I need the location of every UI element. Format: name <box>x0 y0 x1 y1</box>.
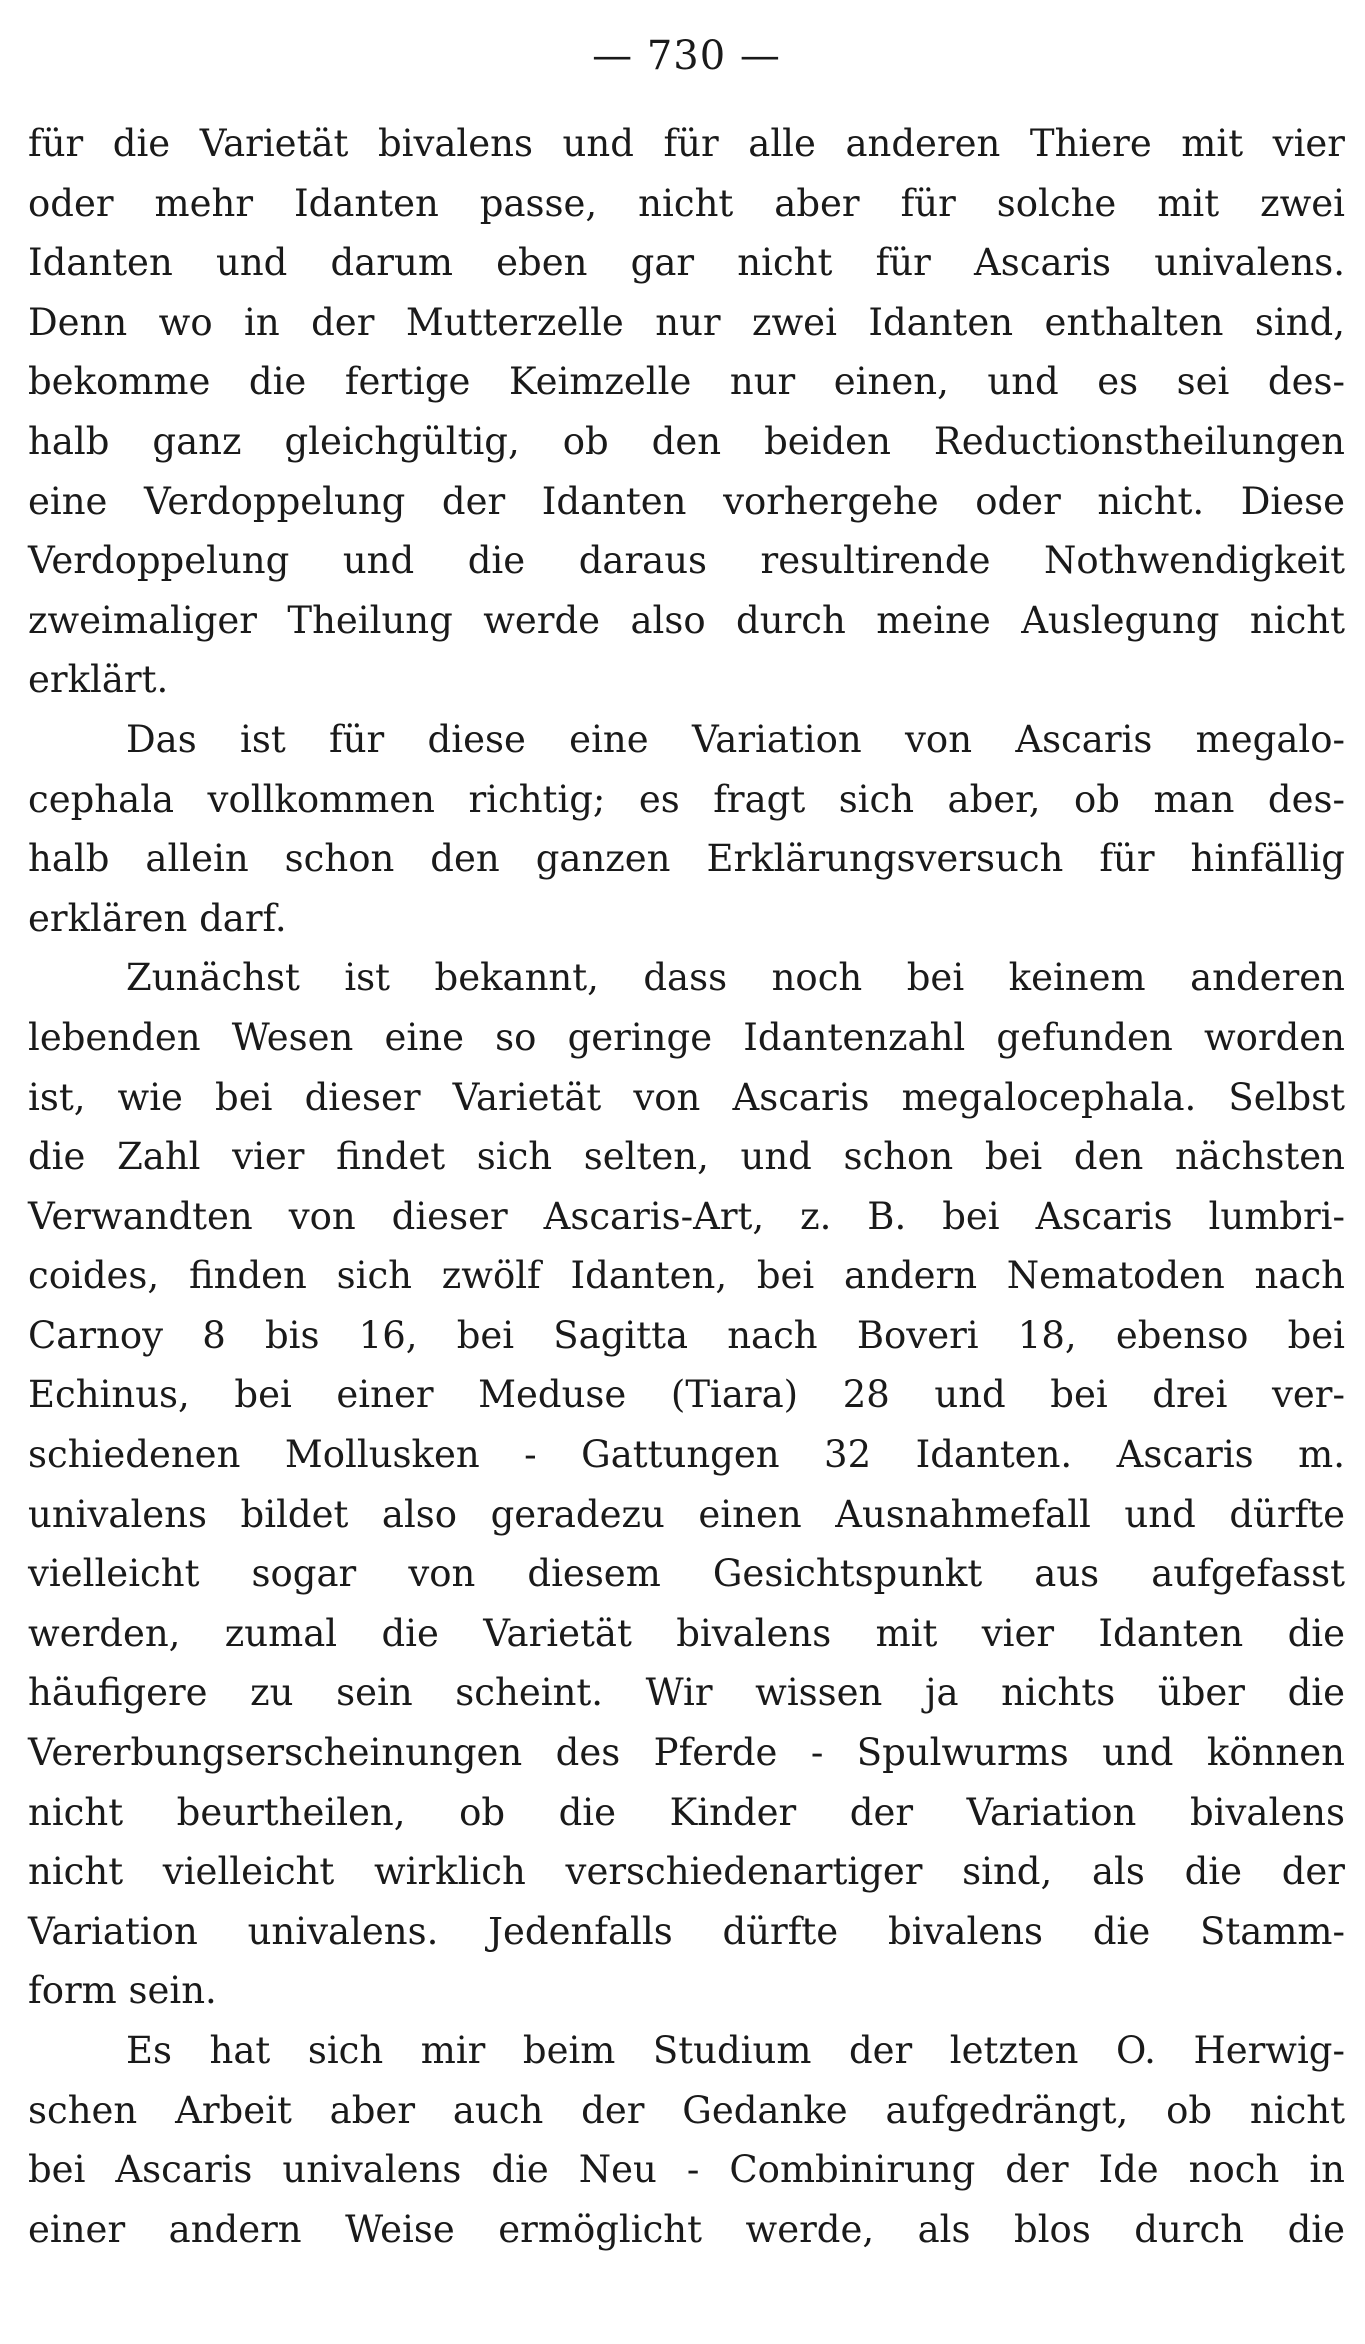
text-line: werden, zumal die Varietät bivalens mit vier Idanten die <box>28 1611 1345 1655</box>
text-line: Es hat sich mir beim Studium der letzten O. Herwig- <box>126 2029 1345 2072</box>
text-line: form sein. <box>28 1969 217 2013</box>
text-line: Vererbungserscheinungen des Pferde - Spulwurms und können <box>28 1731 1345 1775</box>
text-line: Das ist für diese eine Variation von Ascaris megalo- <box>126 717 1345 761</box>
text-line: Verwandten von dieser Ascaris-Art, z. B. bei Ascaris lumbri- <box>28 1194 1345 1238</box>
text-line: die Zahl vier findet sich selten, und schon bei den nächsten <box>28 1135 1345 1179</box>
text-line: univalens bildet also geradezu einen Ausnahmefall und dürfte <box>28 1492 1345 1536</box>
text-line: zweimaliger Theilung werde also durch meine Auslegung nicht <box>28 598 1345 642</box>
text-line: erklärt. <box>28 658 169 702</box>
text-line: nicht beurtheilen, ob die Kinder der Variation bivalens <box>28 1790 1345 1834</box>
text-line: häufigere zu sein scheint. Wir wissen ja nichts über die <box>28 1671 1345 1715</box>
text-line: schen Arbeit aber auch der Gedanke aufgedrängt, ob nicht <box>28 2088 1345 2132</box>
paragraph-4 <box>28 2021 1345 2259</box>
text-line: ist, wie bei dieser Varietät von Ascaris megalocephala. Selbst <box>28 1075 1345 1119</box>
paragraph-2 <box>28 710 1345 948</box>
text-line: Echinus, bei einer Meduse (Tiara) 28 und bei drei ver- <box>28 1373 1345 1417</box>
text-line: erklären darf. <box>28 896 287 940</box>
paragraph-3 <box>28 948 1345 2021</box>
text-line: eine Verdoppelung der Idanten vorhergehe oder nicht. Diese <box>28 479 1345 523</box>
text-line: bei Ascaris univalens die Neu - Combinirung der Ide noch in <box>28 2148 1345 2192</box>
text-line: einer andern Weise ermöglicht werde, als blos durch die <box>28 2207 1345 2251</box>
text-line: lebenden Wesen eine so geringe Idantenzahl gefunden worden <box>28 1015 1345 1059</box>
text-line: bekomme die fertige Keimzelle nur einen, und es sei des- <box>28 360 1345 404</box>
text-line: oder mehr Idanten passe, nicht aber für solche mit zwei <box>28 181 1345 225</box>
paragraph-1 <box>28 114 1345 710</box>
text-line: schiedenen Mollusken - Gattungen 32 Idanten. Ascaris m. <box>28 1433 1345 1477</box>
text-line: coides, finden sich zwölf Idanten, bei andern Nematoden nach <box>28 1254 1345 1298</box>
text-line: halb allein schon den ganzen Erklärungsversuch für hinfällig <box>28 837 1345 881</box>
page-number: — 730 — <box>592 33 781 79</box>
text-line: nicht vielleicht wirklich verschiedenartiger sind, als die der <box>28 1850 1345 1894</box>
text-line: Verdoppelung und die daraus resultirende Nothwendigkeit <box>28 539 1345 583</box>
text-line: halb ganz gleichgültig, ob den beiden Reductionstheilungen <box>28 419 1345 463</box>
text-line: Denn wo in der Mutterzelle nur zwei Idanten enthalten sind, <box>28 300 1345 344</box>
text-line: Carnoy 8 bis 16, bei Sagitta nach Boveri 18, ebenso bei <box>28 1313 1345 1357</box>
text-line: Variation univalens. Jedenfalls dürfte bivalens die Stamm- <box>28 1909 1345 1953</box>
text-line: vielleicht sogar von diesem Gesichtspunkt aus aufgefasst <box>28 1552 1345 1596</box>
text-line: Zunächst ist bekannt, dass noch bei keinem anderen <box>126 956 1345 1000</box>
text-line: für die Varietät bivalens und für alle anderen Thiere mit vier <box>28 122 1345 165</box>
text-line: Idanten und darum eben gar nicht für Ascaris univalens. <box>28 241 1345 285</box>
text-line: cephala vollkommen richtig; es fragt sich aber, ob man des- <box>28 777 1345 821</box>
